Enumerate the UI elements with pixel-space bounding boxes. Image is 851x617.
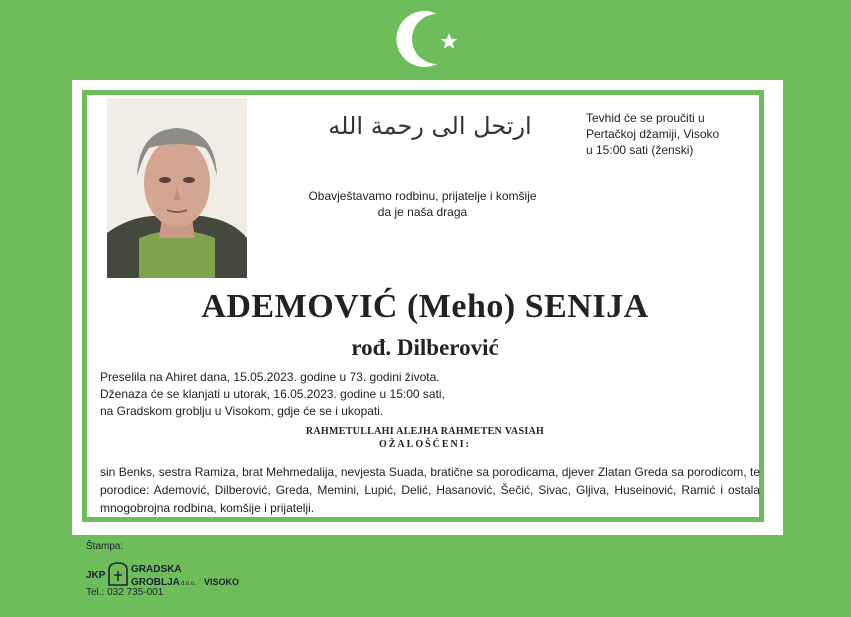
tevhid-notice — [586, 110, 756, 158]
portrait-photo — [107, 98, 247, 278]
details-line: Dženaza će se klanjati u utorak, 16.05.2023. godine u 15:00 sati, — [100, 387, 445, 401]
details-line: Preselila na Ahiret dana, 15.05.2023. godine u 73. godini života. — [100, 370, 440, 384]
svg-text:ارتحل الى رحمة الله: ارتحل الى رحمة الله — [328, 112, 532, 140]
arabic-calligraphy — [328, 100, 532, 152]
svg-text:GRADSKA: GRADSKA — [131, 564, 182, 575]
mourners-list: sin Benks, sestra Ramiza, brat Mehmedalija, nevjesta Suada, bratične sa porodicama, djever Zlatan Greda sa porodicom, te porodice: Ademović, Dilberović, Greda, Memini, Lupić, Delić, Hasanović, Šečić, Sivac, Gljiva, Huseinović, Ramić i ostala mnogobrojna rodbina, komšije i prijatelji. — [100, 465, 760, 515]
intro-text — [290, 188, 555, 220]
intro-line: Obavještavamo rodbinu, prijatelje i komšije — [308, 189, 537, 203]
svg-text:d.o.o.: d.o.o. — [181, 581, 197, 587]
tevhid-line: Tevhid će se proučiti u — [586, 111, 705, 125]
deceased-name: ADEMOVIĆ (Meho) SENIJA — [201, 288, 649, 325]
svg-text:GROBLJA: GROBLJA — [131, 577, 180, 588]
details-line: na Gradskom groblju u Visokom, gdje će se i ukopati. — [100, 404, 384, 418]
crescent-star-icon — [393, 6, 463, 72]
tevhid-line: u 15:00 sati (ženski) — [586, 143, 694, 157]
svg-text:VISOKO: VISOKO — [204, 577, 240, 587]
mourners-heading: OŽALOŠĆENI: — [378, 439, 471, 450]
print-label: Štampa: — [86, 541, 124, 552]
printer-phone: Tel.: 032 735-001 — [86, 587, 164, 598]
intro-line: da je naša draga — [377, 205, 468, 219]
prayer-line: RAHMETULLAHI ALEJHA RAHMETEN VASIAH — [305, 426, 545, 437]
tevhid-line: Pertačkoj džamiji, Visoko — [586, 127, 720, 141]
svg-text:JKP: JKP — [86, 570, 106, 581]
gradska-groblja-logo — [86, 559, 251, 589]
death-details — [100, 369, 660, 420]
maiden-name: rođ. Dilberović — [351, 335, 499, 360]
